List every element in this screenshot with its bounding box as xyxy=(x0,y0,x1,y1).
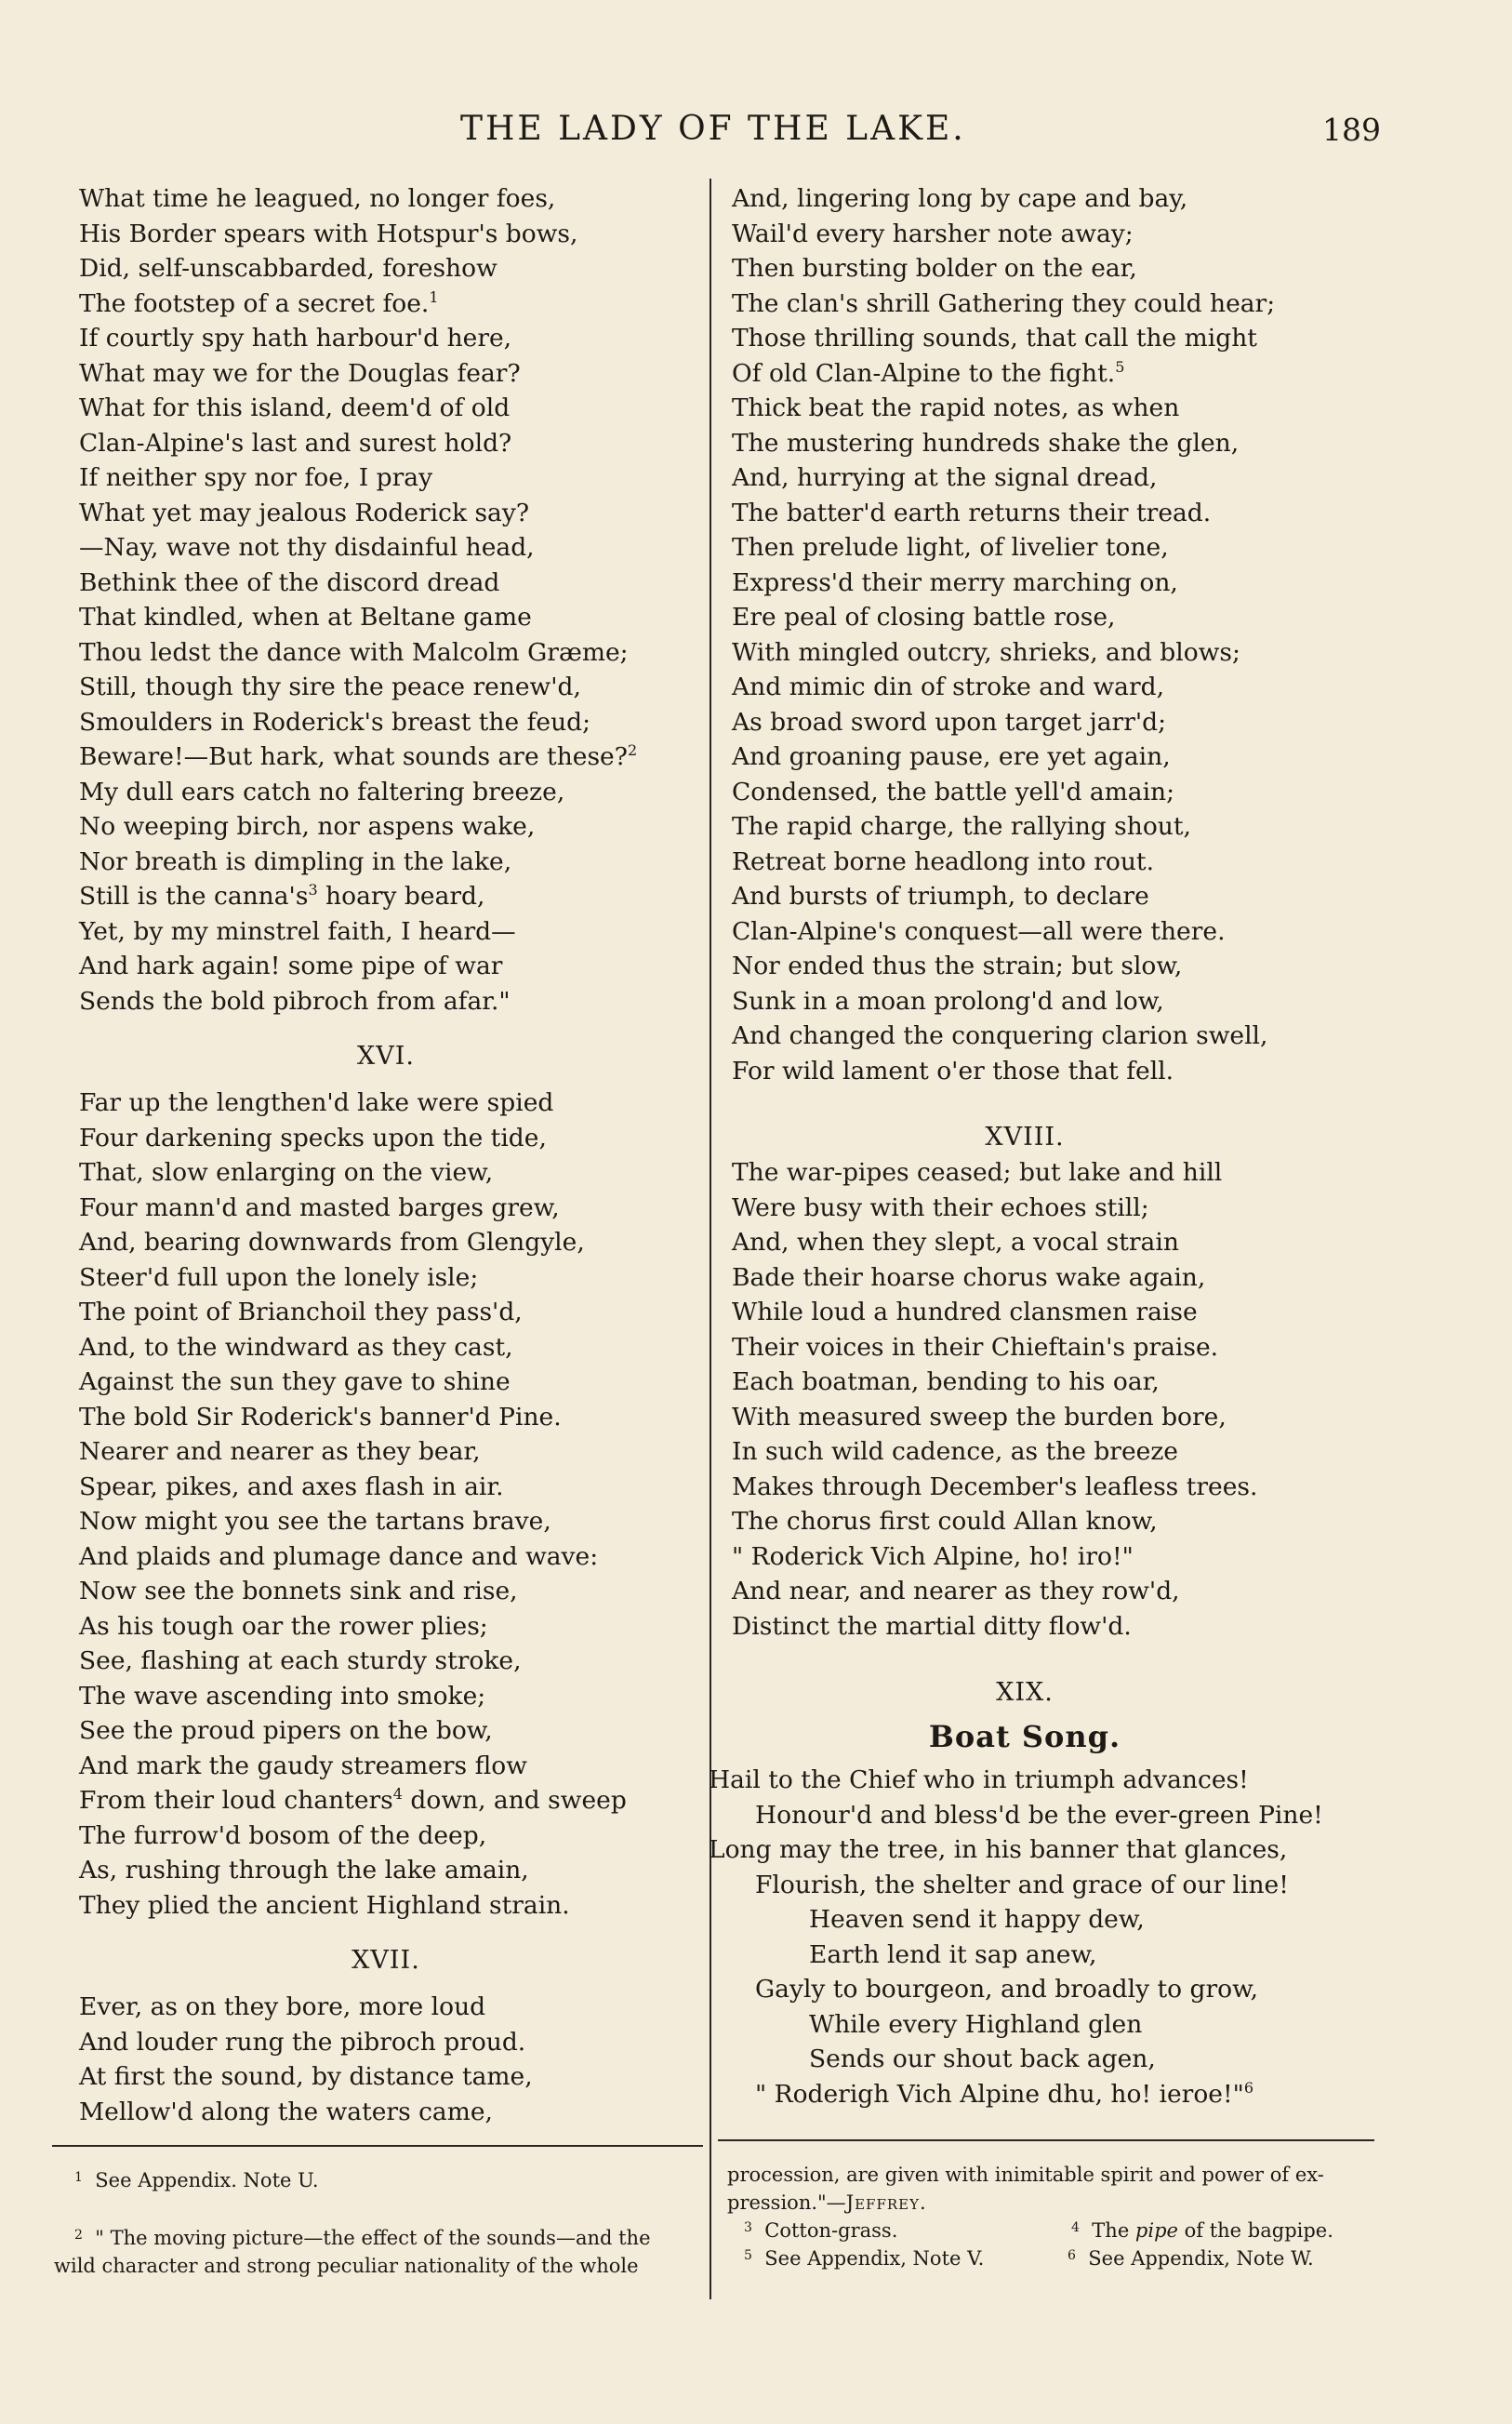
running-header xyxy=(0,110,1512,166)
verse-line: Clan-Alpine's conquest—all were there. xyxy=(732,916,1226,946)
verse-line: Condensed, the battle yell'd amain; xyxy=(732,777,1175,806)
verse-line: Did, self-unscabbarded, foreshow xyxy=(79,254,497,283)
verse-line: Thou ledst the dance with Malcolm Græme; xyxy=(79,637,629,667)
verse-line: Wail'd every harsher note away; xyxy=(732,219,1134,248)
running-title: THE LADY OF THE LAKE. xyxy=(460,110,966,148)
verse-line: And louder rung the pibroch proud. xyxy=(79,2027,526,2057)
verse-line: If neither spy nor foe, I pray xyxy=(79,463,433,492)
footnote-ref: 6 xyxy=(1243,2078,1253,2097)
verse-line: Bethink thee of the discord dread xyxy=(79,567,500,597)
verse-line: Four mann'd and masted barges grew, xyxy=(79,1192,560,1222)
stanza-heading-xviii: XVIII. xyxy=(985,1123,1065,1152)
verse-line: Beware!—But hark, what sounds are these?$^2$ xyxy=(79,741,638,771)
footnote-4: $^4$ The pipe of the bagpipe. xyxy=(1071,2219,1333,2242)
verse-line: As broad sword upon target jarr'd; xyxy=(732,707,1167,737)
verse-line: The bold Sir Roderick's banner'd Pine. xyxy=(79,1402,562,1432)
verse-line: Nor ended thus the strain; but slow, xyxy=(732,952,1183,980)
verse-line: Now see the bonnets sink and rise, xyxy=(79,1577,518,1605)
verse-line: As his tough oar the rower plies; xyxy=(79,1611,488,1641)
verse-line: For wild lament o'er those that fell. xyxy=(732,1056,1174,1085)
verse-line: The furrow'd bosom of the deep, xyxy=(79,1820,487,1850)
song-line: Sends our shout back agen, xyxy=(809,2044,1156,2073)
footnote-5: $^5$ See Appendix, Note V. xyxy=(744,2247,985,2270)
footnote-2-cont: pression."—Jeffrey. xyxy=(727,2191,927,2214)
verse-line: What for this island, deem'd of old xyxy=(79,393,511,422)
verse-line: They plied the ancient Highland strain. xyxy=(79,1890,570,1920)
verse-line: " Roderick Vich Alpine, ho! iro!" xyxy=(732,1541,1134,1571)
verse-line: Bade their hoarse chorus wake again, xyxy=(732,1262,1206,1292)
left-column xyxy=(74,181,697,2129)
verse-line: The rapid charge, the rallying shout, xyxy=(732,812,1191,841)
verse-line: Sunk in a moan prolong'd and low, xyxy=(732,986,1164,1016)
verse-line: And mimic din of stroke and ward, xyxy=(732,673,1165,701)
verse-line: That, slow enlarging on the view, xyxy=(79,1158,494,1187)
verse-line: His Border spears with Hotspur's bows, xyxy=(79,219,578,248)
verse-line: Mellow'd along the waters came, xyxy=(79,2097,493,2126)
footnote-ref: 3 xyxy=(308,881,318,899)
verse-line: And, bearing downwards from Glengyle, xyxy=(79,1228,585,1257)
verse-line: Nearer and nearer as they bear, xyxy=(79,1437,481,1466)
verse-line: The chorus first could Allan know, xyxy=(732,1507,1158,1536)
verse-line: What yet may jealous Roderick say? xyxy=(79,498,530,527)
verse-line: And groaning pause, ere yet again, xyxy=(732,742,1171,771)
verse-line: At first the sound, by distance tame, xyxy=(79,2062,533,2091)
verse-line: What time he leagued, no longer foes, xyxy=(79,184,556,213)
song-line: " Roderigh Vich Alpine dhu, ho! ieroe!"$^6$ xyxy=(755,2078,1253,2109)
verse-line: Far up the lengthen'd lake were spied xyxy=(79,1088,554,1117)
verse-line: Nor breath is dimpling in the lake, xyxy=(79,846,512,876)
verse-line: While loud a hundred clansmen raise xyxy=(732,1298,1198,1326)
verse-line: Thick beat the rapid notes, as when xyxy=(732,393,1180,422)
song-line: Long may the tree, in his banner that glances, xyxy=(709,1835,1288,1864)
verse-line: Express'd their merry marching on, xyxy=(732,567,1178,597)
footnote-2-cont: wild character and strong peculiar nationality of the whole xyxy=(54,2255,639,2277)
verse-line: And, when they slept, a vocal strain xyxy=(732,1228,1179,1257)
verse-line: The mustering hundreds shake the glen, xyxy=(732,428,1240,458)
verse-line: That kindled, when at Beltane game xyxy=(79,603,532,632)
verse-line: As, rushing through the lake amain, xyxy=(79,1856,529,1885)
verse-line: And, lingering long by cape and bay, xyxy=(732,184,1188,213)
verse-line: See, flashing at each sturdy stroke, xyxy=(79,1646,522,1675)
verse-line: See the proud pipers on the bow, xyxy=(79,1716,493,1745)
verse-line: Sends the bold pibroch from afar." xyxy=(79,986,511,1016)
verse-line: The clan's shrill Gathering they could hear; xyxy=(732,288,1276,318)
verse-line: Then bursting bolder on the ear, xyxy=(732,254,1137,283)
page-number: 189 xyxy=(1322,112,1381,148)
verse-line: Ever, as on they bore, more loud xyxy=(79,1992,486,2021)
verse-line: Retreat borne headlong into rout. xyxy=(732,846,1154,876)
footnote-ref: 1 xyxy=(429,287,439,306)
verse-line: Still, though thy sire the peace renew'd, xyxy=(79,673,581,701)
song-line: Heaven send it happy dew, xyxy=(809,1905,1145,1934)
verse-line: Then prelude light, of livelier tone, xyxy=(732,533,1169,562)
footnote-6: $^6$ See Appendix, Note W. xyxy=(1068,2247,1314,2270)
verse-line: Smoulders in Roderick's breast the feud; xyxy=(79,707,591,737)
footnote-rule xyxy=(52,2145,703,2147)
footnote-3: $^3$ Cotton-grass. xyxy=(744,2219,898,2242)
verse-line: The point of Brianchoil they pass'd, xyxy=(79,1298,523,1326)
right-column xyxy=(709,181,1323,2111)
verse-line: What may we for the Douglas fear? xyxy=(79,358,521,388)
verse-line: —Nay, wave not thy disdainful head, xyxy=(79,533,535,562)
footnote-rule xyxy=(718,2139,1374,2141)
verse-line: If courtly spy hath harbour'd here, xyxy=(79,324,512,353)
verse-line: Against the sun they gave to shine xyxy=(79,1367,511,1396)
verse-line: With measured sweep the burden bore, xyxy=(732,1402,1227,1432)
verse-line: And bursts of triumph, to declare xyxy=(732,882,1149,911)
verse-line: Four darkening specks upon the tide, xyxy=(79,1123,547,1152)
stanza-heading-xix: XIX. xyxy=(996,1678,1054,1707)
verse-line: Now might you see the tartans brave, xyxy=(79,1507,551,1536)
verse-line: No weeping birch, nor aspens wake, xyxy=(79,812,536,841)
verse-line: With mingled outcry, shrieks, and blows; xyxy=(732,637,1240,667)
verse-line: From their loud chanters$^4$ down, and sweep xyxy=(79,1785,627,1815)
verse-line: Clan-Alpine's last and surest hold? xyxy=(79,428,512,458)
footnote-2-cont: procession, are given with inimitable spirit and power of ex- xyxy=(727,2164,1324,2186)
footnote-2: $^2$ " The moving picture—the effect of the sounds—and the xyxy=(74,2227,651,2249)
verse-line: And changed the conquering clarion swell, xyxy=(732,1021,1268,1050)
song-line: Honour'd and bless'd be the ever-green Pine! xyxy=(755,1800,1323,1830)
verse-line: In such wild cadence, as the breeze xyxy=(732,1437,1178,1466)
verse-line: Of old Clan-Alpine to the fight.$^5$ xyxy=(732,357,1125,388)
song-line: Flourish, the shelter and grace of our line! xyxy=(755,1870,1289,1899)
song-line: Gayly to bourgeon, and broadly to grow, xyxy=(755,1975,1259,2004)
verse-line: Their voices in their Chieftain's praise. xyxy=(732,1332,1219,1362)
verse-line: The war-pipes ceased; but lake and hill xyxy=(732,1158,1223,1187)
column-divider xyxy=(710,179,711,2299)
verse-line: And near, and nearer as they row'd, xyxy=(732,1577,1180,1605)
song-line: While every Highland glen xyxy=(809,2009,1143,2039)
verse-line: The footstep of a secret foe.$^1$ xyxy=(79,287,439,318)
verse-line: And, hurrying at the signal dread, xyxy=(732,463,1158,492)
verse-line: Those thrilling sounds, that call the might xyxy=(732,324,1257,353)
verse-line: Were busy with their echoes still; xyxy=(732,1192,1149,1222)
verse-line: And mark the gaudy streamers flow xyxy=(79,1751,527,1780)
verse-line: My dull ears catch no faltering breeze, xyxy=(79,777,565,806)
verse-line: Yet, by my minstrel faith, I heard— xyxy=(79,916,516,946)
footnote-1: $^1$ See Appendix. Note U. xyxy=(74,2169,319,2191)
verse-line: Distinct the martial ditty flow'd. xyxy=(732,1611,1132,1641)
stanza-heading-xvi: XVI. xyxy=(357,1042,415,1071)
verse-line: The batter'd earth returns their tread. xyxy=(732,498,1212,527)
verse-line: Steer'd full upon the lonely isle; xyxy=(79,1262,479,1292)
song-line: Hail to the Chief who in triumph advances! xyxy=(709,1765,1249,1794)
footnote-ref: 2 xyxy=(627,741,638,759)
verse-line: The wave ascending into smoke; xyxy=(79,1681,486,1711)
verse-line: And hark again! some pipe of war xyxy=(79,952,503,980)
verse-line: Still is the $canna's^3$ hoary beard, xyxy=(79,881,485,911)
verse-line: Each boatman, bending to his oar, xyxy=(732,1367,1160,1396)
song-line: Earth lend it sap anew, xyxy=(809,1939,1097,1969)
footnote-ref: 5 xyxy=(1115,357,1125,376)
verse-line: Makes through December's leafless trees. xyxy=(732,1472,1258,1501)
verse-line: And, to the windward as they cast, xyxy=(79,1332,513,1362)
verse-line: And plaids and plumage dance and wave: xyxy=(79,1541,599,1571)
verse-line: Spear, pikes, and axes flash in air. xyxy=(79,1472,504,1501)
footnote-ref: 4 xyxy=(392,1785,403,1803)
verse-line: Ere peal of closing battle rose, xyxy=(732,603,1116,632)
stanza-heading-xvii: XVII. xyxy=(351,1946,420,1975)
song-title: Boat Song. xyxy=(928,1719,1121,1754)
